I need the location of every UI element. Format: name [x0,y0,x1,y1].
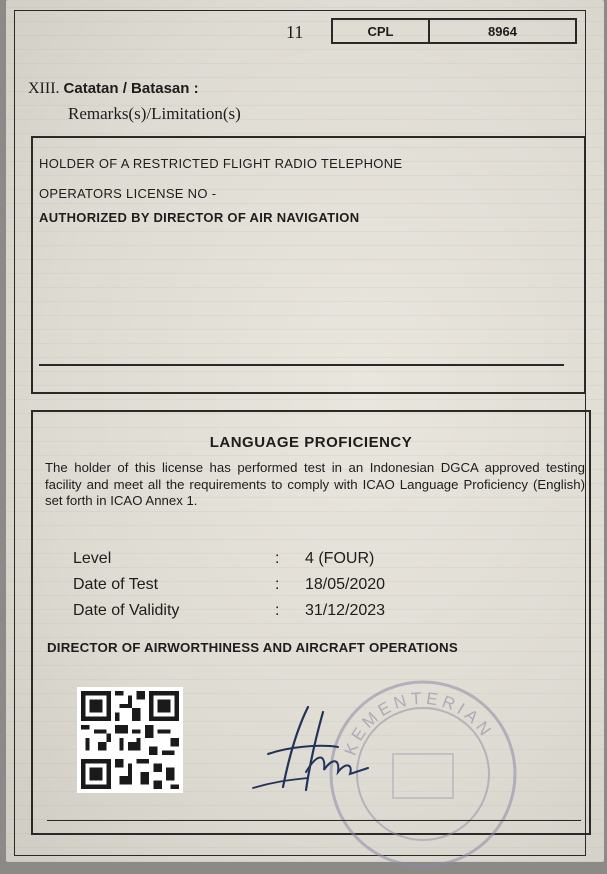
language-proficiency-box [31,410,591,835]
language-proficiency-statement: The holder of this license has performed test in an Indonesian DGCA approved testing facility and meet all the requirements to comply with ICAO Language Proficiency (English) set forth in ICAO Annex 1. [45,460,585,508]
date-of-validity-label: Date of Validity [73,602,180,619]
page-number: 11 [286,22,304,42]
date-of-validity-separator: : [275,602,280,619]
director-title: DIRECTOR OF AIRWORTHINESS AND AIRCRAFT OPERATIONS [47,640,458,655]
license-number: 8964 [488,23,517,39]
remarks-line-1: HOLDER OF A RESTRICTED FLIGHT RADIO TELEPHONE [39,156,403,171]
language-proficiency-title: LANGUAGE PROFICIENCY [209,434,413,451]
section-title: Catatan / Batasan : [63,80,199,97]
license-id-box [331,18,577,44]
remarks-line-2: OPERATORS LICENSE NO - [39,186,217,201]
date-of-test-value: 18/05/2020 [305,576,386,593]
signature-icon [228,692,378,802]
section-heading [28,80,199,98]
date-of-test-separator: : [275,576,280,593]
level-label: Level [73,550,112,567]
date-of-validity-value: 31/12/2023 [305,602,386,619]
remarks-line-3: AUTHORIZED BY DIRECTOR OF AIR NAVIGATION [39,210,360,225]
stamp-text: KEMENTERIAN [340,688,497,758]
level-value: 4 (FOUR) [305,550,375,567]
remarks-divider [39,364,564,366]
qr-code-icon [77,687,183,793]
section-subtitle: Remarks(s)/Limitation(s) [68,104,241,123]
section-number: XIII. [28,80,60,97]
bottom-divider [47,820,581,821]
license-type: CPL [333,20,430,42]
date-of-test-label: Date of Test [73,576,159,593]
remarks-box [31,136,586,394]
level-separator: : [275,550,280,567]
license-page [6,0,604,862]
